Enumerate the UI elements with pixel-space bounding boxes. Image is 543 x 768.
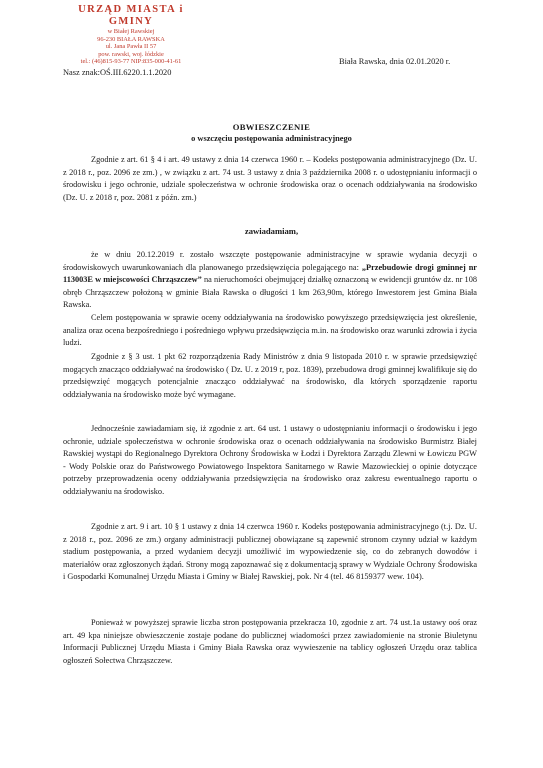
paragraph-regulation: Zgodnie z § 3 ust. 1 pkt 62 rozporządzenia Rady Ministrów z dnia 9 listopada 2010 r. w sprawie przedsięwzięć mogących znacząco oddziaływać na środowisko ( Dz. U. z 2019 r, poz. 1839), przebudowa drogi gminnej kwalifikuje się do przedsięwzięć mogących potencjalnie znacząco oddziaływać na środowisko, dla których sporządzenie raportu oddziaływania na środowisko może być wymagane. (63, 352, 477, 399)
stamp-line: w Białej Rawskiej (107, 28, 155, 35)
paragraph-legal-basis: Zgodnie z art. 61 § 4 i art. 49 ustawy z dnia 14 czerwca 1960 r. – Kodeks postępowania administracyjnego (Dz. U. z 2018 r., poz. 2096 ze zm.) , w związku z art. 74 ust. 3 ustawy z dnia 3 października 2008 r. o udostępnianiu informacji o środowisku i jego ochronie, udziale społeczeństwa w ochronie środowiska oraz o ocenach oddziaływania na środowisko (Dz. U. z 2018 r, poz. 2081 z późn. zm.) (63, 155, 477, 202)
announcement-heading: zawiadamiam, (244, 226, 299, 236)
paragraph-opinions: Jednocześnie zawiadamiam się, iż zgodnie z art. 64 ust. 1 ustawy o udostępnianiu informacji o środowisku i jego ochronie, udziale społeczeństwa w ochronie środowiska oraz o ocenach oddziaływania na środowisko Burmistrz Białej Rawskiej wystąpi do Regionalnego Dyrektora Ochrony Środowiska w Łodzi i Dyrektora Zarządu Zlewni w Łowiczu PGW - Wody Polskie oraz do Państwowego Powiatowego Inspektora Sanitarnego w Rawie Mazowieckiej o opinie dotyczące potrzeby przeprowadzenia oceny oddziaływania przedsięwzięcia na środowisko oraz zakresu ewentualnego raportu o oddziaływaniu na środowisko. (63, 424, 477, 496)
document-subtitle: o wszczęciu postępowania administracyjnego (191, 134, 352, 143)
paragraph-proceedings (63, 249, 477, 312)
stamp-line: pow. rawski, woj. łódzkie (98, 50, 164, 58)
paragraph-text: na nieruchomości obejmującej działkę oznaczoną w ewidencji gruntów dz. nr 108 obręb Chrząszczew położoną w gminie Biała Rawska o długości 1 km 263,90m, którego Inwestorem jest Gmina Biała Rawska. (63, 275, 477, 310)
project-name: „Przebudowie drogi gminnej nr 113003E w miejscowości Chrząszczew” (63, 262, 477, 285)
stamp-line: tel.: (46)815-93-77 NIP:835-000-41-61 (80, 58, 182, 66)
paragraph-publication: Ponieważ w powyższej sprawie liczba stron postępowania przekracza 10, zgodnie z art. 74 ust.1a ustawy ooś oraz art. 49 kpa niniejsze obwieszczenie zostaje podane do publicznej wiadomości przez zawiadomienie na stronie Biuletynu Informacji Publicznej Urzędu Miasta i Gminy Biała Rawska oraz wywieszenie na tablicy ogłoszeń Urzędu oraz tablica ogłoszeń Sołectwa Chrząszczew. (63, 618, 477, 665)
stamp-line: ul. Jana Pawła II 57 (105, 43, 157, 51)
document-date: Biała Rawska, dnia 02.01.2020 r. (339, 57, 451, 66)
office-stamp (56, 4, 206, 66)
paragraph-purpose: Celem postępowania w sprawie oceny oddziaływania na środowisko powyższego przedsięwzięcia jest określenie, analiza oraz ocena bezpośredniego i pośredniego wpływu przedsięwzięcia m.in. na środowisko oraz warunki zdrowia i życia ludzi. (63, 313, 477, 348)
paragraph-text: że w dniu 20.12.2019 r. zostało wszczęte postępowanie administracyjne w sprawie wydania decyzji o środowiskowych uwarunkowaniach dla planowanego przedsięwzięcia polegającego na: (63, 250, 477, 272)
stamp-office-name: URZĄD MIASTA i GMINY (78, 4, 184, 27)
stamp-line: 96-230 BIAŁA RAWSKA (97, 35, 165, 43)
paragraph-party-rights: Zgodnie z art. 9 i art. 10 § 1 ustawy z dnia 14 czerwca 1960 r. Kodeks postępowania administracyjnego (t.j. Dz. U. z 2018 r., poz. 2096 ze zm.) organy administracji publicznej obowiązane są zapewnić stronom czynny udział w każdym stadium postępowania, a przed wydaniem decyzji umożliwić im wypowiedzenie się, co do zebranych dowodów i materiałów oraz zgłoszonych żądań. Strony mogą zapoznawać się z dokumentacją sprawy w Wydziale Ochrony Środowiska i Gospodarki Komunalnej Urzędu Miasta i Gminy w Białej Rawskiej, pok. Nr 4 (tel. 46 8159377 wew. 104). (63, 522, 477, 582)
document-title: OBWIESZCZENIE (232, 122, 311, 132)
reference-number: Nasz znak:OŚ.III.6220.1.1.2020 (63, 68, 172, 77)
